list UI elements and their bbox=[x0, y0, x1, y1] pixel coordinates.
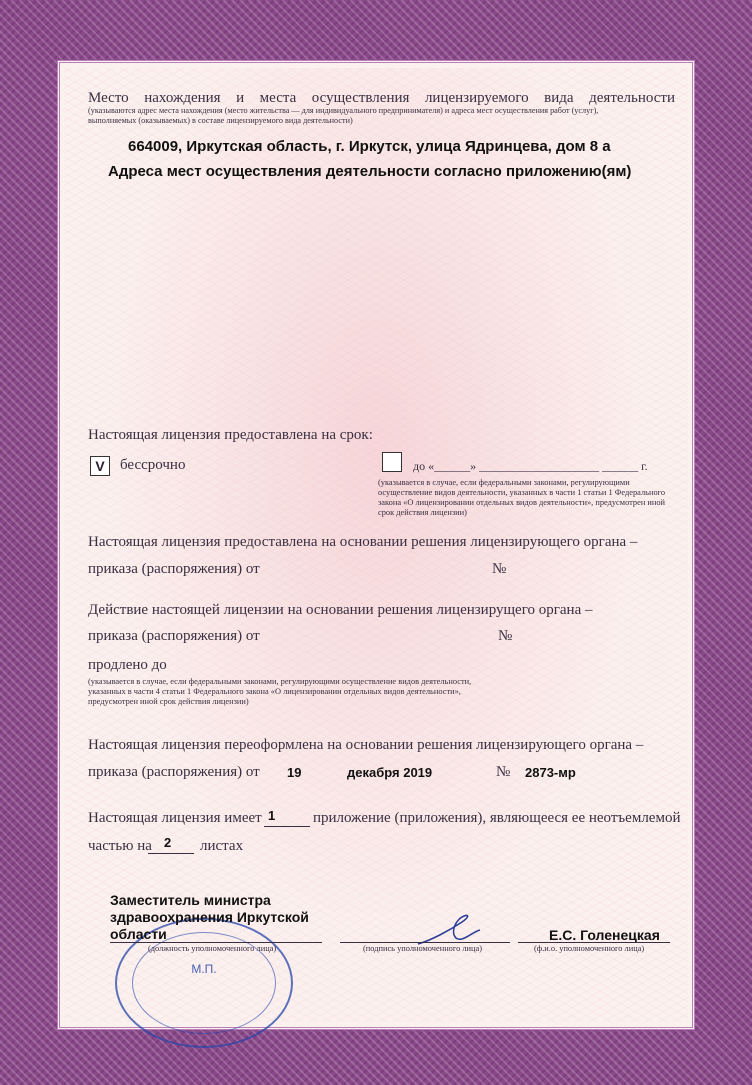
position-line-1: Заместитель министра bbox=[110, 892, 271, 908]
reissue-number-label: № bbox=[496, 764, 511, 780]
name-caption: (ф.и.о. уполномоченного лица) bbox=[534, 944, 645, 953]
location-title: Место нахождения и места осуществления лицензируемого вида деятельности bbox=[88, 90, 675, 106]
location-note-1: (указываются адрес места нахождения (место жительства — для индивидуального предпринимателя) и адреса мест осуществления работ (услуг), bbox=[88, 106, 599, 115]
reissue-day: 19 bbox=[287, 765, 302, 780]
name-line bbox=[518, 942, 670, 943]
position-line-2: здравоохранения Иркутской bbox=[110, 909, 309, 925]
appendix-count-line bbox=[264, 826, 310, 827]
license-address: 664009, Иркутская область, г. Иркутск, улица Ядринцева, дом 8 а bbox=[128, 138, 611, 155]
position-line-3: области bbox=[110, 926, 167, 942]
appendix-text-1: Настоящая лицензия имеет bbox=[88, 810, 262, 826]
signature-line bbox=[340, 942, 510, 943]
term-until-label: до «______» ____________________ ______ г. bbox=[413, 459, 648, 473]
reissue-line-2: приказа (распоряжения) от bbox=[88, 764, 260, 780]
indefinite-checkbox: V bbox=[90, 456, 110, 476]
activity-addresses-note: Адреса мест осуществления деятельности согласно приложению(ям) bbox=[108, 163, 632, 180]
reissue-line-1: Настоящая лицензия переоформлена на основании решения лицензирующего органа – bbox=[88, 737, 644, 753]
appendix-text-3: частью на bbox=[88, 838, 152, 854]
extension-line-2: приказа (распоряжения) от bbox=[88, 628, 260, 644]
term-until-note: (указывается в случае, если федеральными законами, регулирующими осуществление видов деятельности, указанных в части 1 статьи 1 Федерального закона «О лицензировании отдельных видов деятельности», предусмотрен иной срок действия лицензии) bbox=[378, 478, 666, 517]
reissue-number: 2873-мр bbox=[525, 765, 576, 780]
appendix-text-2: приложение (приложения), являющееся ее неотъемлемой bbox=[313, 810, 681, 826]
sheets-line bbox=[148, 853, 194, 854]
extension-number-label: № bbox=[498, 628, 513, 644]
basis-line-2: приказа (распоряжения) от bbox=[88, 561, 260, 577]
position-line bbox=[110, 942, 322, 943]
extended-until-label: продлено до bbox=[88, 657, 167, 673]
basis-number-label: № bbox=[492, 561, 507, 577]
appendix-count: 1 bbox=[268, 808, 276, 823]
extension-line-1: Действие настоящей лицензии на основании решения лицензирущего органа – bbox=[88, 602, 593, 618]
appendix-text-4: листах bbox=[200, 838, 244, 854]
seal-mark: М.П. bbox=[191, 962, 217, 976]
signature-caption: (подпись уполномоченного лица) bbox=[363, 944, 483, 953]
appendix-sheets: 2 bbox=[164, 835, 172, 850]
official-name: Е.С. Голенецкая bbox=[549, 927, 660, 943]
term-until-checkbox bbox=[382, 452, 402, 472]
reissue-month-year: декабря 2019 bbox=[347, 765, 433, 780]
indefinite-label: бессрочно bbox=[120, 457, 186, 473]
term-title: Настоящая лицензия предоставлена на срок: bbox=[88, 427, 373, 443]
location-note-2: выполняемых (оказываемых) в составе лицензируемого вида деятельности) bbox=[88, 116, 353, 125]
position-caption: (должность уполномоченного лица) bbox=[148, 944, 277, 953]
extension-note: (указывается в случае, если федеральными законами, регулирующими осуществление видов деятельности, указанных в части 4 статьи 1 Федерального закона «О лицензировании отдельных видов деятельности», предусмотрен иной срок действия лицензии) bbox=[88, 677, 472, 706]
basis-line-1: Настоящая лицензия предоставлена на основании решения лицензирующего органа – bbox=[88, 534, 638, 550]
